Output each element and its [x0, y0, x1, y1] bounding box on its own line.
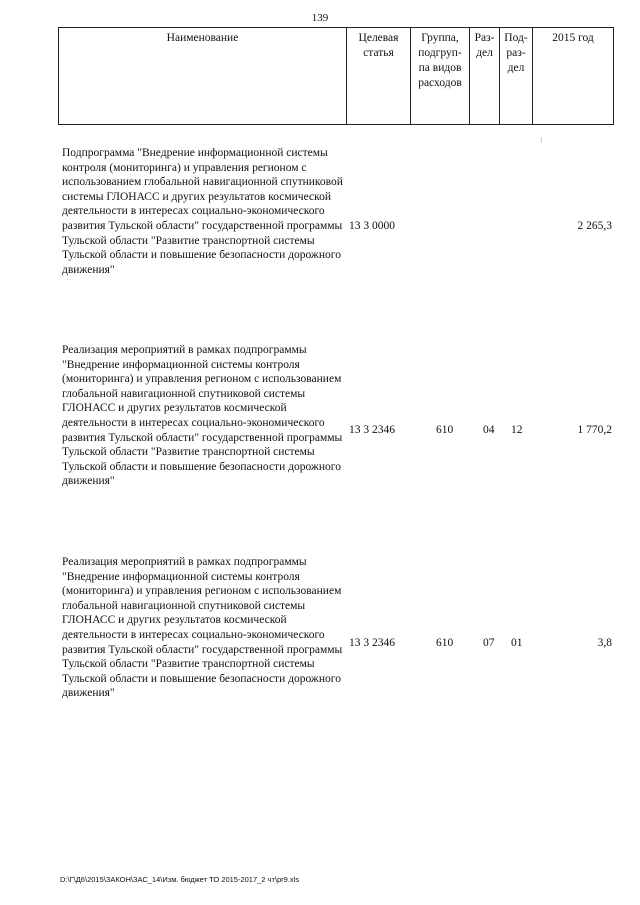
- row-amount: 1 770,2: [577, 424, 612, 436]
- table-header: [58, 27, 614, 125]
- row-target: 13 3 2346: [349, 637, 395, 649]
- footer-file-path: D:\Г\Д6\2015\ЗАКОН\ЗАС_14\Изм. бюджет ТО 2015-2017_2 чт\pr9.xls: [60, 875, 300, 884]
- row-subsection: 01: [511, 637, 523, 649]
- row-target: 13 3 2346: [349, 424, 395, 436]
- row-description: Подпрограмма "Внедрение информационной системы контроля (мониторинга) и управления регионом с использованием глобальной навигационной спутниковой системы ГЛОНАСС и других результатов космической деятельности в интересах социально-экономического развития Тульской области" государственной программы Тульской области "Развитие транспортной системы Тульской области и повышение безопасности дорожного движения": [62, 147, 343, 276]
- header-group: Группа, подгруп- па видов расходов: [411, 28, 470, 124]
- row-target: 13 3 0000: [349, 220, 395, 232]
- header-section: Раз- дел: [470, 28, 500, 124]
- row-section: 07: [483, 637, 495, 649]
- header-year: 2015 год: [552, 32, 594, 44]
- row-section: 04: [483, 424, 495, 436]
- row-group: 610: [436, 424, 454, 436]
- row-group: 610: [436, 637, 454, 649]
- row-subsection: 12: [511, 424, 523, 436]
- scan-speck: ⁝: [540, 136, 543, 145]
- header-subsection: Под- раз- дел: [500, 28, 533, 124]
- row-amount: 2 265,3: [577, 220, 612, 232]
- header-target: Целевая статья: [347, 28, 411, 124]
- header-name: Наименование: [59, 28, 347, 124]
- row-description: Реализация мероприятий в рамках подпрограммы "Внедрение информационной системы контроля (мониторинга) и управления регионом с использованием глобальной навигационной спутниковой системы ГЛОНАСС и других результатов космической деятельности в интересах социально-экономического развития Тульской области" государственной программы Тульской области "Развитие транспортной системы Тульской области и повышение безопасности дорожного движения": [62, 556, 343, 700]
- page-number: 139: [311, 12, 329, 24]
- row-amount: 3,8: [597, 637, 612, 649]
- row-description: Реализация мероприятий в рамках подпрограммы "Внедрение информационной системы контроля (мониторинга) и управления регионом с использованием глобальной навигационной спутниковой системы ГЛОНАСС и других результатов космической деятельности в интересах социально-экономического развития Тульской области" государственной программы Тульской области "Развитие транспортной системы Тульской области и повышение безопасности дорожного движения": [62, 344, 343, 488]
